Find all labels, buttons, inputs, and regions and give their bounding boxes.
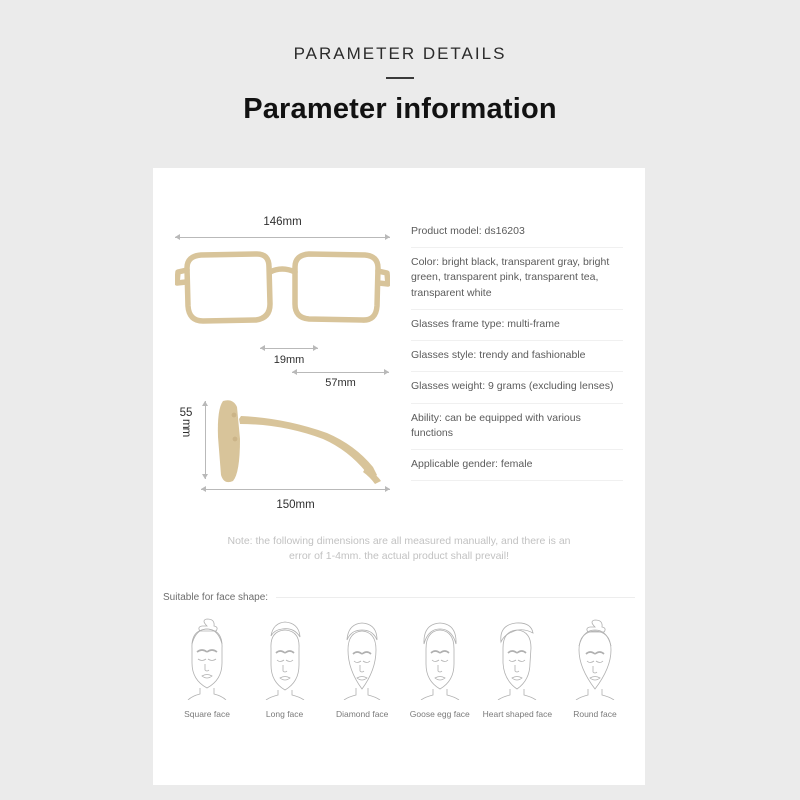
spec-row: Product model: ds16203 (411, 224, 623, 248)
side-height-label (175, 407, 197, 439)
long-face-illustration (254, 618, 316, 700)
face-caption: Round face (573, 709, 617, 719)
spec-row: Ability: can be equipped with various functions (411, 404, 623, 450)
side-height-arrow (201, 401, 210, 479)
side-height-unit: mm (180, 419, 193, 437)
goose-egg-face-illustration (409, 618, 471, 700)
temple-length-label: 150mm (276, 499, 315, 511)
spec-row: Glasses frame type: multi-frame (411, 310, 623, 341)
face-item-long (249, 618, 321, 719)
diamond-face-illustration (331, 618, 393, 700)
heart-shaped-face-illustration (486, 618, 548, 700)
round-face-illustration (564, 618, 626, 700)
face-shape-header (163, 592, 635, 603)
parameter-card (153, 168, 645, 785)
face-item-heart-shaped (481, 618, 553, 719)
page-eyebrow: PARAMETER DETAILS (293, 44, 507, 63)
front-total-width-label: 146mm (263, 216, 302, 228)
face-item-diamond (326, 618, 398, 719)
face-item-round (559, 618, 631, 719)
front-view-diagram (175, 216, 390, 390)
face-shape-title: Suitable for face shape: (163, 592, 269, 603)
temple-length-arrow (201, 485, 390, 494)
front-total-width-arrow (175, 233, 390, 242)
lens-width-arrow (292, 368, 389, 377)
face-caption: Long face (265, 709, 304, 719)
face-shape-divider (276, 597, 635, 598)
page-header (0, 0, 800, 126)
measurement-note (181, 534, 617, 564)
face-shape-list (171, 618, 631, 719)
face-caption: Goose egg face (409, 709, 470, 719)
note-line-2: error of 1-4mm. the actual product shall prevail! (288, 550, 509, 563)
header-divider (386, 77, 414, 79)
face-caption: Diamond face (335, 709, 389, 719)
glasses-side-illustration (215, 395, 393, 487)
spec-row: Applicable gender: female (411, 450, 623, 481)
bridge-width-arrow (260, 344, 318, 353)
spec-row: Glasses weight: 9 grams (excluding lenses) (411, 372, 623, 403)
diagram-spec-area (153, 168, 645, 568)
page-title: Parameter information (243, 93, 557, 125)
face-caption: Heart shaped face (482, 709, 553, 719)
lens-width-label: 57mm (325, 377, 356, 389)
spec-row: Glasses style: trendy and fashionable (411, 341, 623, 372)
face-item-goose-egg (404, 618, 476, 719)
face-item-square (171, 618, 243, 719)
spec-list (411, 224, 623, 481)
note-line-1: Note: the following dimensions are all measured manually, and there is an (227, 535, 571, 547)
bridge-width-label: 19mm (273, 354, 305, 366)
face-caption: Square face (184, 709, 230, 719)
spec-row: Color: bright black, transparent gray, bright green, transparent pink, transparent tea, transparent white (411, 248, 623, 310)
side-height-value: 55 (179, 407, 193, 419)
glasses-front-illustration (175, 242, 390, 342)
square-face-illustration (176, 618, 238, 700)
